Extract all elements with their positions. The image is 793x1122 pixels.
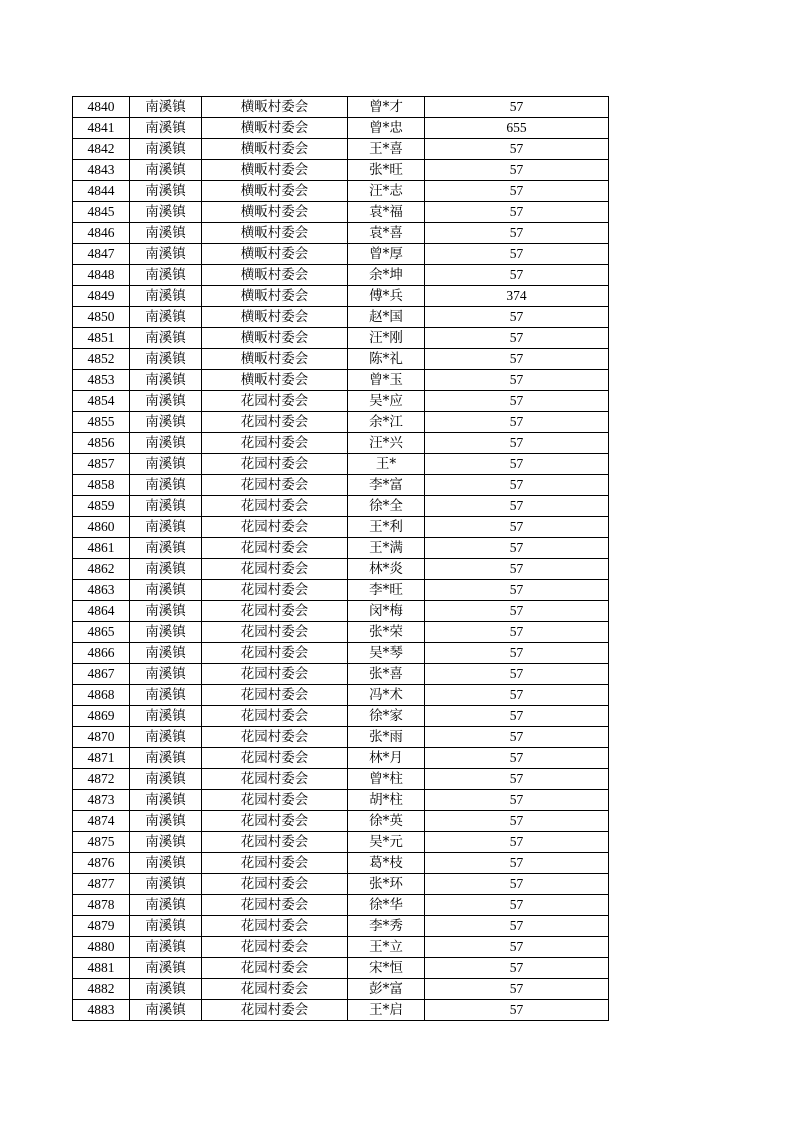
cell-amount: 57: [425, 664, 609, 685]
cell-name: 王*立: [348, 937, 425, 958]
cell-name: 袁*喜: [348, 223, 425, 244]
table-row: [73, 706, 609, 727]
cell-name: 王*利: [348, 517, 425, 538]
subsidy-table: [72, 96, 609, 1021]
cell-town: 南溪镇: [130, 916, 202, 937]
cell-name: 徐*英: [348, 811, 425, 832]
table-row: [73, 895, 609, 916]
table-row: [73, 916, 609, 937]
cell-amount: 57: [425, 748, 609, 769]
cell-village: 花园村委会: [202, 958, 348, 979]
cell-id: 4877: [73, 874, 130, 895]
cell-name: 王*满: [348, 538, 425, 559]
table-row: [73, 349, 609, 370]
cell-id: 4881: [73, 958, 130, 979]
table-body: [73, 97, 609, 1021]
cell-id: 4870: [73, 727, 130, 748]
cell-town: 南溪镇: [130, 748, 202, 769]
cell-name: 赵*国: [348, 307, 425, 328]
table-row: [73, 370, 609, 391]
cell-village: 花园村委会: [202, 727, 348, 748]
cell-amount: 57: [425, 811, 609, 832]
cell-id: 4865: [73, 622, 130, 643]
cell-town: 南溪镇: [130, 832, 202, 853]
cell-id: 4853: [73, 370, 130, 391]
table-row: [73, 328, 609, 349]
cell-name: 汪*志: [348, 181, 425, 202]
cell-town: 南溪镇: [130, 706, 202, 727]
cell-name: 张*雨: [348, 727, 425, 748]
cell-id: 4850: [73, 307, 130, 328]
cell-name: 张*荣: [348, 622, 425, 643]
cell-town: 南溪镇: [130, 769, 202, 790]
cell-amount: 57: [425, 538, 609, 559]
cell-id: 4876: [73, 853, 130, 874]
cell-name: 林*炎: [348, 559, 425, 580]
table-row: [73, 769, 609, 790]
table-row: [73, 244, 609, 265]
cell-name: 闵*梅: [348, 601, 425, 622]
cell-amount: 57: [425, 958, 609, 979]
cell-town: 南溪镇: [130, 202, 202, 223]
cell-amount: 57: [425, 181, 609, 202]
cell-village: 花园村委会: [202, 979, 348, 1000]
cell-amount: 57: [425, 307, 609, 328]
cell-amount: 57: [425, 223, 609, 244]
cell-id: 4848: [73, 265, 130, 286]
cell-town: 南溪镇: [130, 370, 202, 391]
cell-name: 张*喜: [348, 664, 425, 685]
cell-id: 4879: [73, 916, 130, 937]
cell-town: 南溪镇: [130, 328, 202, 349]
cell-amount: 57: [425, 433, 609, 454]
table-row: [73, 853, 609, 874]
cell-village: 花园村委会: [202, 580, 348, 601]
cell-amount: 57: [425, 496, 609, 517]
cell-village: 花园村委会: [202, 832, 348, 853]
cell-name: 汪*刚: [348, 328, 425, 349]
cell-village: 花园村委会: [202, 748, 348, 769]
table-row: [73, 97, 609, 118]
cell-village: 花园村委会: [202, 790, 348, 811]
cell-id: 4859: [73, 496, 130, 517]
cell-town: 南溪镇: [130, 559, 202, 580]
table-row: [73, 496, 609, 517]
cell-amount: 57: [425, 1000, 609, 1021]
cell-village: 花园村委会: [202, 559, 348, 580]
cell-town: 南溪镇: [130, 517, 202, 538]
cell-town: 南溪镇: [130, 454, 202, 475]
cell-village: 花园村委会: [202, 1000, 348, 1021]
cell-amount: 655: [425, 118, 609, 139]
cell-village: 花园村委会: [202, 811, 348, 832]
table-row: [73, 454, 609, 475]
cell-town: 南溪镇: [130, 139, 202, 160]
cell-amount: 57: [425, 601, 609, 622]
table-row: [73, 538, 609, 559]
cell-town: 南溪镇: [130, 538, 202, 559]
cell-village: 花园村委会: [202, 706, 348, 727]
table-row: [73, 937, 609, 958]
table-row: [73, 601, 609, 622]
cell-name: 葛*枝: [348, 853, 425, 874]
table-row: [73, 223, 609, 244]
cell-amount: 57: [425, 622, 609, 643]
cell-village: 花园村委会: [202, 412, 348, 433]
cell-village: 花园村委会: [202, 853, 348, 874]
cell-amount: 57: [425, 685, 609, 706]
cell-amount: 57: [425, 244, 609, 265]
cell-name: 林*月: [348, 748, 425, 769]
cell-village: 横畈村委会: [202, 286, 348, 307]
cell-town: 南溪镇: [130, 622, 202, 643]
cell-name: 汪*兴: [348, 433, 425, 454]
cell-town: 南溪镇: [130, 853, 202, 874]
cell-village: 花园村委会: [202, 916, 348, 937]
cell-village: 横畈村委会: [202, 202, 348, 223]
cell-id: 4840: [73, 97, 130, 118]
cell-amount: 57: [425, 391, 609, 412]
cell-town: 南溪镇: [130, 958, 202, 979]
cell-id: 4845: [73, 202, 130, 223]
cell-town: 南溪镇: [130, 937, 202, 958]
table-row: [73, 664, 609, 685]
cell-amount: 374: [425, 286, 609, 307]
cell-town: 南溪镇: [130, 790, 202, 811]
cell-village: 花园村委会: [202, 391, 348, 412]
table-row: [73, 286, 609, 307]
cell-village: 花园村委会: [202, 433, 348, 454]
cell-id: 4875: [73, 832, 130, 853]
cell-id: 4873: [73, 790, 130, 811]
cell-amount: 57: [425, 769, 609, 790]
cell-name: 吴*应: [348, 391, 425, 412]
cell-amount: 57: [425, 454, 609, 475]
cell-id: 4858: [73, 475, 130, 496]
table-row: [73, 475, 609, 496]
cell-amount: 57: [425, 832, 609, 853]
cell-name: 余*坤: [348, 265, 425, 286]
cell-village: 花园村委会: [202, 475, 348, 496]
table-row: [73, 265, 609, 286]
cell-town: 南溪镇: [130, 244, 202, 265]
cell-id: 4862: [73, 559, 130, 580]
cell-amount: 57: [425, 517, 609, 538]
cell-village: 花园村委会: [202, 895, 348, 916]
cell-amount: 57: [425, 139, 609, 160]
cell-id: 4878: [73, 895, 130, 916]
cell-town: 南溪镇: [130, 118, 202, 139]
cell-village: 花园村委会: [202, 496, 348, 517]
cell-town: 南溪镇: [130, 391, 202, 412]
cell-town: 南溪镇: [130, 307, 202, 328]
table-row: [73, 412, 609, 433]
cell-village: 花园村委会: [202, 769, 348, 790]
cell-amount: 57: [425, 895, 609, 916]
cell-id: 4867: [73, 664, 130, 685]
cell-town: 南溪镇: [130, 412, 202, 433]
cell-town: 南溪镇: [130, 286, 202, 307]
cell-name: 傅*兵: [348, 286, 425, 307]
cell-amount: 57: [425, 160, 609, 181]
table-row: [73, 979, 609, 1000]
table-row: [73, 391, 609, 412]
cell-name: 王*喜: [348, 139, 425, 160]
cell-village: 横畈村委会: [202, 97, 348, 118]
cell-village: 横畈村委会: [202, 349, 348, 370]
cell-amount: 57: [425, 349, 609, 370]
table-row: [73, 181, 609, 202]
cell-town: 南溪镇: [130, 979, 202, 1000]
cell-name: 冯*术: [348, 685, 425, 706]
table-row: [73, 307, 609, 328]
cell-town: 南溪镇: [130, 895, 202, 916]
cell-name: 张*环: [348, 874, 425, 895]
cell-town: 南溪镇: [130, 580, 202, 601]
cell-amount: 57: [425, 853, 609, 874]
table-row: [73, 832, 609, 853]
cell-id: 4855: [73, 412, 130, 433]
table-row: [73, 790, 609, 811]
cell-id: 4852: [73, 349, 130, 370]
cell-amount: 57: [425, 97, 609, 118]
cell-name: 吴*元: [348, 832, 425, 853]
cell-amount: 57: [425, 265, 609, 286]
table-row: [73, 202, 609, 223]
table-row: [73, 874, 609, 895]
cell-village: 花园村委会: [202, 643, 348, 664]
cell-id: 4849: [73, 286, 130, 307]
table-row: [73, 685, 609, 706]
cell-name: 李*富: [348, 475, 425, 496]
table-row: [73, 433, 609, 454]
cell-town: 南溪镇: [130, 160, 202, 181]
cell-amount: 57: [425, 559, 609, 580]
cell-town: 南溪镇: [130, 874, 202, 895]
cell-name: 曾*柱: [348, 769, 425, 790]
cell-id: 4883: [73, 1000, 130, 1021]
cell-town: 南溪镇: [130, 1000, 202, 1021]
cell-village: 横畈村委会: [202, 307, 348, 328]
table-row: [73, 559, 609, 580]
cell-name: 李*秀: [348, 916, 425, 937]
cell-name: 陈*礼: [348, 349, 425, 370]
table-row: [73, 139, 609, 160]
cell-id: 4843: [73, 160, 130, 181]
cell-town: 南溪镇: [130, 181, 202, 202]
table-row: [73, 748, 609, 769]
table-row: [73, 622, 609, 643]
cell-town: 南溪镇: [130, 349, 202, 370]
cell-id: 4854: [73, 391, 130, 412]
table-row: [73, 1000, 609, 1021]
cell-id: 4874: [73, 811, 130, 832]
cell-id: 4866: [73, 643, 130, 664]
cell-town: 南溪镇: [130, 643, 202, 664]
cell-amount: 57: [425, 370, 609, 391]
cell-name: 曾*厚: [348, 244, 425, 265]
cell-town: 南溪镇: [130, 223, 202, 244]
cell-id: 4841: [73, 118, 130, 139]
cell-id: 4860: [73, 517, 130, 538]
cell-id: 4851: [73, 328, 130, 349]
cell-amount: 57: [425, 916, 609, 937]
cell-town: 南溪镇: [130, 727, 202, 748]
table-row: [73, 643, 609, 664]
cell-name: 王*启: [348, 1000, 425, 1021]
cell-town: 南溪镇: [130, 433, 202, 454]
table-row: [73, 811, 609, 832]
table-row: [73, 958, 609, 979]
cell-id: 4857: [73, 454, 130, 475]
cell-name: 宋*恒: [348, 958, 425, 979]
cell-amount: 57: [425, 580, 609, 601]
cell-amount: 57: [425, 643, 609, 664]
cell-id: 4871: [73, 748, 130, 769]
cell-village: 花园村委会: [202, 601, 348, 622]
cell-village: 花园村委会: [202, 874, 348, 895]
cell-id: 4861: [73, 538, 130, 559]
cell-name: 徐*家: [348, 706, 425, 727]
cell-name: 徐*华: [348, 895, 425, 916]
cell-village: 花园村委会: [202, 937, 348, 958]
cell-town: 南溪镇: [130, 601, 202, 622]
cell-id: 4869: [73, 706, 130, 727]
cell-amount: 57: [425, 937, 609, 958]
cell-town: 南溪镇: [130, 811, 202, 832]
cell-id: 4872: [73, 769, 130, 790]
cell-id: 4863: [73, 580, 130, 601]
cell-village: 横畈村委会: [202, 139, 348, 160]
cell-id: 4856: [73, 433, 130, 454]
cell-amount: 57: [425, 727, 609, 748]
cell-village: 横畈村委会: [202, 160, 348, 181]
cell-name: 彭*富: [348, 979, 425, 1000]
cell-amount: 57: [425, 202, 609, 223]
table-row: [73, 118, 609, 139]
cell-amount: 57: [425, 412, 609, 433]
cell-amount: 57: [425, 979, 609, 1000]
cell-village: 花园村委会: [202, 538, 348, 559]
cell-village: 横畈村委会: [202, 370, 348, 391]
cell-id: 4868: [73, 685, 130, 706]
cell-name: 余*江: [348, 412, 425, 433]
cell-town: 南溪镇: [130, 475, 202, 496]
cell-town: 南溪镇: [130, 265, 202, 286]
cell-village: 横畈村委会: [202, 244, 348, 265]
cell-town: 南溪镇: [130, 685, 202, 706]
cell-name: 吴*琴: [348, 643, 425, 664]
cell-village: 横畈村委会: [202, 223, 348, 244]
cell-village: 花园村委会: [202, 685, 348, 706]
cell-name: 李*旺: [348, 580, 425, 601]
cell-id: 4846: [73, 223, 130, 244]
cell-village: 横畈村委会: [202, 181, 348, 202]
cell-amount: 57: [425, 328, 609, 349]
cell-village: 横畈村委会: [202, 265, 348, 286]
cell-amount: 57: [425, 790, 609, 811]
table-row: [73, 517, 609, 538]
cell-village: 花园村委会: [202, 454, 348, 475]
cell-amount: 57: [425, 874, 609, 895]
cell-amount: 57: [425, 706, 609, 727]
cell-village: 横畈村委会: [202, 118, 348, 139]
cell-name: 曾*玉: [348, 370, 425, 391]
cell-village: 花园村委会: [202, 622, 348, 643]
cell-name: 徐*全: [348, 496, 425, 517]
cell-town: 南溪镇: [130, 496, 202, 517]
cell-name: 王*: [348, 454, 425, 475]
cell-town: 南溪镇: [130, 664, 202, 685]
cell-id: 4844: [73, 181, 130, 202]
cell-name: 曾*忠: [348, 118, 425, 139]
cell-id: 4882: [73, 979, 130, 1000]
cell-village: 花园村委会: [202, 664, 348, 685]
cell-town: 南溪镇: [130, 97, 202, 118]
cell-name: 胡*柱: [348, 790, 425, 811]
table-row: [73, 727, 609, 748]
cell-id: 4880: [73, 937, 130, 958]
cell-id: 4864: [73, 601, 130, 622]
cell-name: 曾*才: [348, 97, 425, 118]
cell-id: 4847: [73, 244, 130, 265]
table-row: [73, 580, 609, 601]
cell-id: 4842: [73, 139, 130, 160]
cell-name: 张*旺: [348, 160, 425, 181]
cell-amount: 57: [425, 475, 609, 496]
cell-village: 花园村委会: [202, 517, 348, 538]
cell-village: 横畈村委会: [202, 328, 348, 349]
table-row: [73, 160, 609, 181]
cell-name: 袁*福: [348, 202, 425, 223]
